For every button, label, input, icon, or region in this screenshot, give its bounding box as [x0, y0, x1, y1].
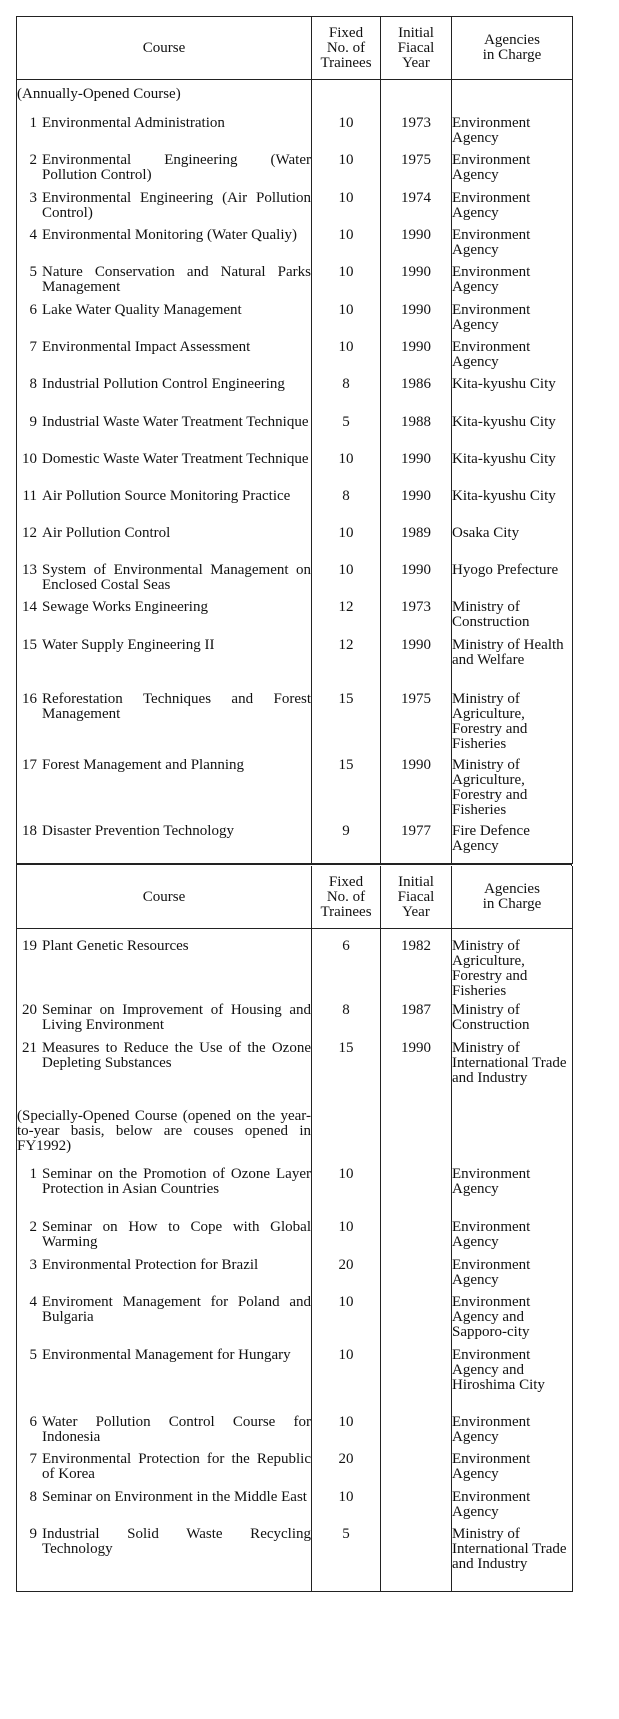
fixed-trainees-cell: 10	[312, 112, 381, 149]
table-row	[17, 522, 573, 559]
course-number: 4	[29, 227, 37, 243]
course-number: 5	[29, 1347, 37, 1363]
agency-cell: Environment Agency	[452, 227, 531, 258]
agency-cell: Environment Agency	[452, 1414, 531, 1445]
course-number: 13	[22, 562, 37, 578]
fixed-trainees-cell: 9	[312, 820, 381, 864]
agency-cell: Osaka City	[452, 525, 520, 541]
fixed-trainees-cell: 8	[312, 373, 381, 411]
course-cell	[17, 1254, 312, 1291]
table-header-row-2	[17, 866, 573, 929]
course-cell	[17, 1344, 312, 1411]
course-name: Forest Management and Planning	[42, 757, 245, 773]
course-number: 10	[22, 451, 37, 467]
course-name: Environmental Engineering (Air Pollution Control)	[42, 190, 311, 221]
header-course-2: Course	[17, 866, 312, 929]
course-name: Seminar on the Promotion of Ozone Layer Protection in Asian Countries	[42, 1166, 311, 1197]
course-name: Measures to Reduce the Use of the Ozone Depleting Substances	[42, 1040, 311, 1071]
course-table-document	[16, 16, 572, 1592]
initial-year-cell: 1990	[381, 485, 452, 522]
course-name: Enviroment Management for Poland and Bulgaria	[42, 1294, 311, 1325]
course-number: 9	[29, 414, 37, 430]
course-cell	[17, 929, 312, 1000]
course-name: Air Pollution Source Monitoring Practice	[42, 488, 291, 504]
agency-cell: Environment Agency	[452, 190, 531, 221]
fixed-trainees-cell: 15	[312, 1037, 381, 1103]
table-row	[17, 112, 573, 149]
agency-cell: Environment Agency	[452, 1257, 531, 1288]
course-number: 11	[22, 488, 37, 504]
fixed-trainees-cell: 10	[312, 1291, 381, 1344]
section-special-label: (Specially-Opened Course (opened on the year-to-year basis, below are couses opened in FY1992)	[17, 1103, 312, 1163]
fixed-trainees-cell: 6	[312, 929, 381, 1000]
course-name: Seminar on How to Cope with Global Warming	[42, 1219, 311, 1250]
fixed-trainees-cell: 8	[312, 999, 381, 1037]
course-cell	[17, 1523, 312, 1592]
header-initial-year-2: Initial Fiacal Year	[381, 866, 452, 929]
course-cell	[17, 336, 312, 373]
course-number: 3	[29, 1257, 37, 1273]
course-number: 1	[29, 1166, 37, 1182]
course-number: 7	[29, 339, 37, 355]
initial-year-cell	[381, 1448, 452, 1486]
course-table-part-1	[16, 16, 573, 864]
table-row	[17, 1216, 573, 1254]
initial-year-cell: 1989	[381, 522, 452, 559]
course-cell	[17, 261, 312, 299]
agency-cell: Environment Agency	[452, 1166, 531, 1197]
course-number: 2	[29, 1219, 37, 1235]
initial-year-cell: 1987	[381, 999, 452, 1037]
table-row	[17, 688, 573, 754]
agency-cell: Environment Agency	[452, 115, 531, 146]
fixed-trainees-cell: 10	[312, 299, 381, 336]
fixed-trainees-cell: 5	[312, 1523, 381, 1592]
course-name: Industrial Solid Waste Recycling Technology	[42, 1526, 311, 1557]
agency-cell: Environment Agency and Sapporo-city	[452, 1294, 531, 1340]
course-cell	[17, 485, 312, 522]
agency-cell: Environment Agency	[452, 152, 531, 183]
course-cell	[17, 112, 312, 149]
agency-cell: Hyogo Prefecture	[452, 562, 559, 578]
fixed-trainees-cell: 10	[312, 448, 381, 485]
header-fixed: Fixed No. of Trainees	[312, 17, 381, 80]
course-name: System of Environmental Management on Enclosed Costal Seas	[42, 562, 311, 593]
course-name: Seminar on Improvement of Housing and Living Environment	[42, 1002, 311, 1033]
fixed-trainees-cell: 10	[312, 1163, 381, 1216]
table-row	[17, 261, 573, 299]
initial-year-cell: 1977	[381, 820, 452, 864]
agency-cell: Environment Agency	[452, 1451, 531, 1482]
course-cell	[17, 999, 312, 1037]
course-cell	[17, 688, 312, 754]
course-name: Environmental Monitoring (Water Qualiy)	[42, 227, 297, 243]
initial-year-cell: 1990	[381, 224, 452, 261]
fixed-trainees-cell: 10	[312, 149, 381, 187]
course-name: Nature Conservation and Natural Parks Management	[42, 264, 311, 295]
table-row	[17, 448, 573, 485]
table-row	[17, 485, 573, 522]
fixed-trainees-cell: 20	[312, 1448, 381, 1486]
course-cell	[17, 187, 312, 224]
initial-year-cell: 1986	[381, 373, 452, 411]
course-cell	[17, 373, 312, 411]
course-cell	[17, 522, 312, 559]
fixed-trainees-cell: 15	[312, 754, 381, 820]
table-row	[17, 1254, 573, 1291]
course-cell	[17, 411, 312, 448]
initial-year-cell: 1975	[381, 688, 452, 754]
table-row	[17, 1344, 573, 1411]
table-row	[17, 1486, 573, 1523]
course-number: 3	[29, 190, 37, 206]
course-number: 20	[22, 1002, 37, 1018]
course-number: 15	[22, 637, 37, 653]
course-cell	[17, 820, 312, 864]
course-cell	[17, 634, 312, 688]
course-number: 8	[29, 1489, 37, 1505]
course-name: Environmental Impact Assessment	[42, 339, 251, 355]
table-row	[17, 999, 573, 1037]
course-number: 21	[22, 1040, 37, 1056]
course-name: Plant Genetic Resources	[42, 938, 189, 954]
agency-cell: Environment Agency	[452, 264, 531, 295]
fixed-trainees-cell: 10	[312, 1216, 381, 1254]
agency-cell: Kita-kyushu City	[452, 414, 556, 430]
initial-year-cell	[381, 1523, 452, 1592]
course-table-part-2	[16, 866, 573, 1592]
fixed-trainees-cell: 10	[312, 187, 381, 224]
initial-year-cell	[381, 1411, 452, 1448]
course-cell	[17, 596, 312, 634]
course-number: 6	[29, 302, 37, 318]
course-name: Seminar on Environment in the Middle East	[42, 1489, 307, 1505]
course-name: Reforestation Techniques and Forest Management	[42, 691, 311, 722]
course-cell	[17, 754, 312, 820]
header-fixed-2: Fixed No. of Trainees	[312, 866, 381, 929]
fixed-trainees-cell: 12	[312, 596, 381, 634]
course-name: Environmental Engineering (Water Pollution Control)	[42, 152, 311, 183]
initial-year-cell: 1990	[381, 336, 452, 373]
section-annual-label: (Annually-Opened Course)	[17, 80, 312, 113]
header-course: Course	[17, 17, 312, 80]
course-name: Disaster Prevention Technology	[42, 823, 234, 839]
agency-cell: Environment Agency and Hiroshima City	[452, 1347, 545, 1393]
initial-year-cell: 1974	[381, 187, 452, 224]
fixed-trainees-cell: 10	[312, 224, 381, 261]
course-cell	[17, 559, 312, 596]
initial-year-cell: 1990	[381, 448, 452, 485]
course-name: Environmental Administration	[42, 115, 225, 131]
table-row	[17, 149, 573, 187]
course-name: Industrial Pollution Control Engineering	[42, 376, 285, 392]
initial-year-cell: 1973	[381, 596, 452, 634]
initial-year-cell	[381, 1216, 452, 1254]
initial-year-cell	[381, 1254, 452, 1291]
course-number: 16	[22, 691, 37, 707]
course-number: 19	[22, 938, 37, 954]
fixed-trainees-cell: 15	[312, 688, 381, 754]
course-name: Environmental Protection for the Republic of Korea	[42, 1451, 311, 1482]
agency-cell: Kita-kyushu City	[452, 376, 556, 392]
course-cell	[17, 224, 312, 261]
fixed-trainees-cell: 10	[312, 1344, 381, 1411]
fixed-trainees-cell: 10	[312, 559, 381, 596]
agency-cell: Environment Agency	[452, 1489, 531, 1520]
course-number: 2	[29, 152, 37, 168]
table-row	[17, 634, 573, 688]
table-row	[17, 373, 573, 411]
agency-cell: Ministry of Health and Welfare	[452, 637, 564, 668]
table-row	[17, 754, 573, 820]
course-number: 7	[29, 1451, 37, 1467]
initial-year-cell: 1975	[381, 149, 452, 187]
agency-cell: Environment Agency	[452, 1219, 531, 1250]
initial-year-cell: 1990	[381, 634, 452, 688]
table-row	[17, 596, 573, 634]
course-cell	[17, 149, 312, 187]
course-cell	[17, 1216, 312, 1254]
table-row	[17, 1523, 573, 1592]
initial-year-cell: 1982	[381, 929, 452, 1000]
initial-year-cell	[381, 1291, 452, 1344]
course-number: 8	[29, 376, 37, 392]
table-row	[17, 187, 573, 224]
course-cell	[17, 1291, 312, 1344]
initial-year-cell	[381, 1163, 452, 1216]
fixed-trainees-cell: 10	[312, 336, 381, 373]
course-number: 5	[29, 264, 37, 280]
initial-year-cell: 1990	[381, 1037, 452, 1103]
course-name: Sewage Works Engineering	[42, 599, 208, 615]
agency-cell: Ministry of Construction	[452, 1002, 530, 1033]
course-name: Industrial Waste Water Treatment Technique	[42, 414, 309, 430]
header-agencies-2: Agencies in Charge	[452, 866, 573, 929]
table-row	[17, 411, 573, 448]
initial-year-cell: 1990	[381, 299, 452, 336]
table-row	[17, 1291, 573, 1344]
agency-cell: Kita-kyushu City	[452, 451, 556, 467]
course-number: 9	[29, 1526, 37, 1542]
initial-year-cell: 1990	[381, 559, 452, 596]
table-row	[17, 1163, 573, 1216]
agency-cell: Ministry of International Trade and Industry	[452, 1040, 567, 1086]
initial-year-cell	[381, 1486, 452, 1523]
table-header-row	[17, 17, 573, 80]
course-number: 1	[29, 115, 37, 131]
course-number: 12	[22, 525, 37, 541]
agency-cell: Ministry of International Trade and Industry	[452, 1526, 567, 1572]
header-initial-year: Initial Fiacal Year	[381, 17, 452, 80]
fixed-trainees-cell: 20	[312, 1254, 381, 1291]
course-number: 17	[22, 757, 37, 773]
agency-cell: Ministry of Agriculture, Forestry and Fisheries	[452, 757, 528, 818]
table-row	[17, 559, 573, 596]
table-row	[17, 1448, 573, 1486]
course-name: Water Supply Engineering II	[42, 637, 215, 653]
course-name: Air Pollution Control	[42, 525, 171, 541]
section-special-row	[17, 1103, 573, 1163]
fixed-trainees-cell: 10	[312, 261, 381, 299]
agency-cell: Ministry of Construction	[452, 599, 530, 630]
course-cell	[17, 448, 312, 485]
course-cell	[17, 1411, 312, 1448]
fixed-trainees-cell: 8	[312, 485, 381, 522]
table-row	[17, 820, 573, 864]
course-cell	[17, 1163, 312, 1216]
course-cell	[17, 1037, 312, 1103]
fixed-trainees-cell: 10	[312, 1411, 381, 1448]
table-row	[17, 299, 573, 336]
initial-year-cell: 1990	[381, 261, 452, 299]
course-name: Domestic Waste Water Treatment Technique	[42, 451, 309, 467]
fixed-trainees-cell: 10	[312, 522, 381, 559]
agency-cell: Ministry of Agriculture, Forestry and Fisheries	[452, 938, 528, 999]
course-cell	[17, 299, 312, 336]
course-cell	[17, 1448, 312, 1486]
table-row	[17, 1411, 573, 1448]
course-number: 18	[22, 823, 37, 839]
initial-year-cell: 1988	[381, 411, 452, 448]
initial-year-cell: 1990	[381, 754, 452, 820]
header-agencies: Agencies in Charge	[452, 17, 573, 80]
course-number: 6	[29, 1414, 37, 1430]
initial-year-cell	[381, 1344, 452, 1411]
course-name: Environmental Management for Hungary	[42, 1347, 291, 1363]
fixed-trainees-cell: 5	[312, 411, 381, 448]
fixed-trainees-cell: 12	[312, 634, 381, 688]
table-row	[17, 224, 573, 261]
section-annual-row	[17, 80, 573, 113]
course-number: 4	[29, 1294, 37, 1310]
agency-cell: Fire Defence Agency	[452, 823, 530, 854]
agency-cell: Ministry of Agriculture, Forestry and Fisheries	[452, 691, 528, 752]
course-name: Lake Water Quality Management	[42, 302, 242, 318]
agency-cell: Kita-kyushu City	[452, 488, 556, 504]
table-row	[17, 929, 573, 1000]
course-name: Water Pollution Control Course for Indonesia	[42, 1414, 311, 1445]
agency-cell: Environment Agency	[452, 339, 531, 370]
course-number: 14	[22, 599, 37, 615]
table-row	[17, 1037, 573, 1103]
course-name: Environmental Protection for Brazil	[42, 1257, 259, 1273]
table-row	[17, 336, 573, 373]
agency-cell: Environment Agency	[452, 302, 531, 333]
fixed-trainees-cell: 10	[312, 1486, 381, 1523]
initial-year-cell: 1973	[381, 112, 452, 149]
course-cell	[17, 1486, 312, 1523]
